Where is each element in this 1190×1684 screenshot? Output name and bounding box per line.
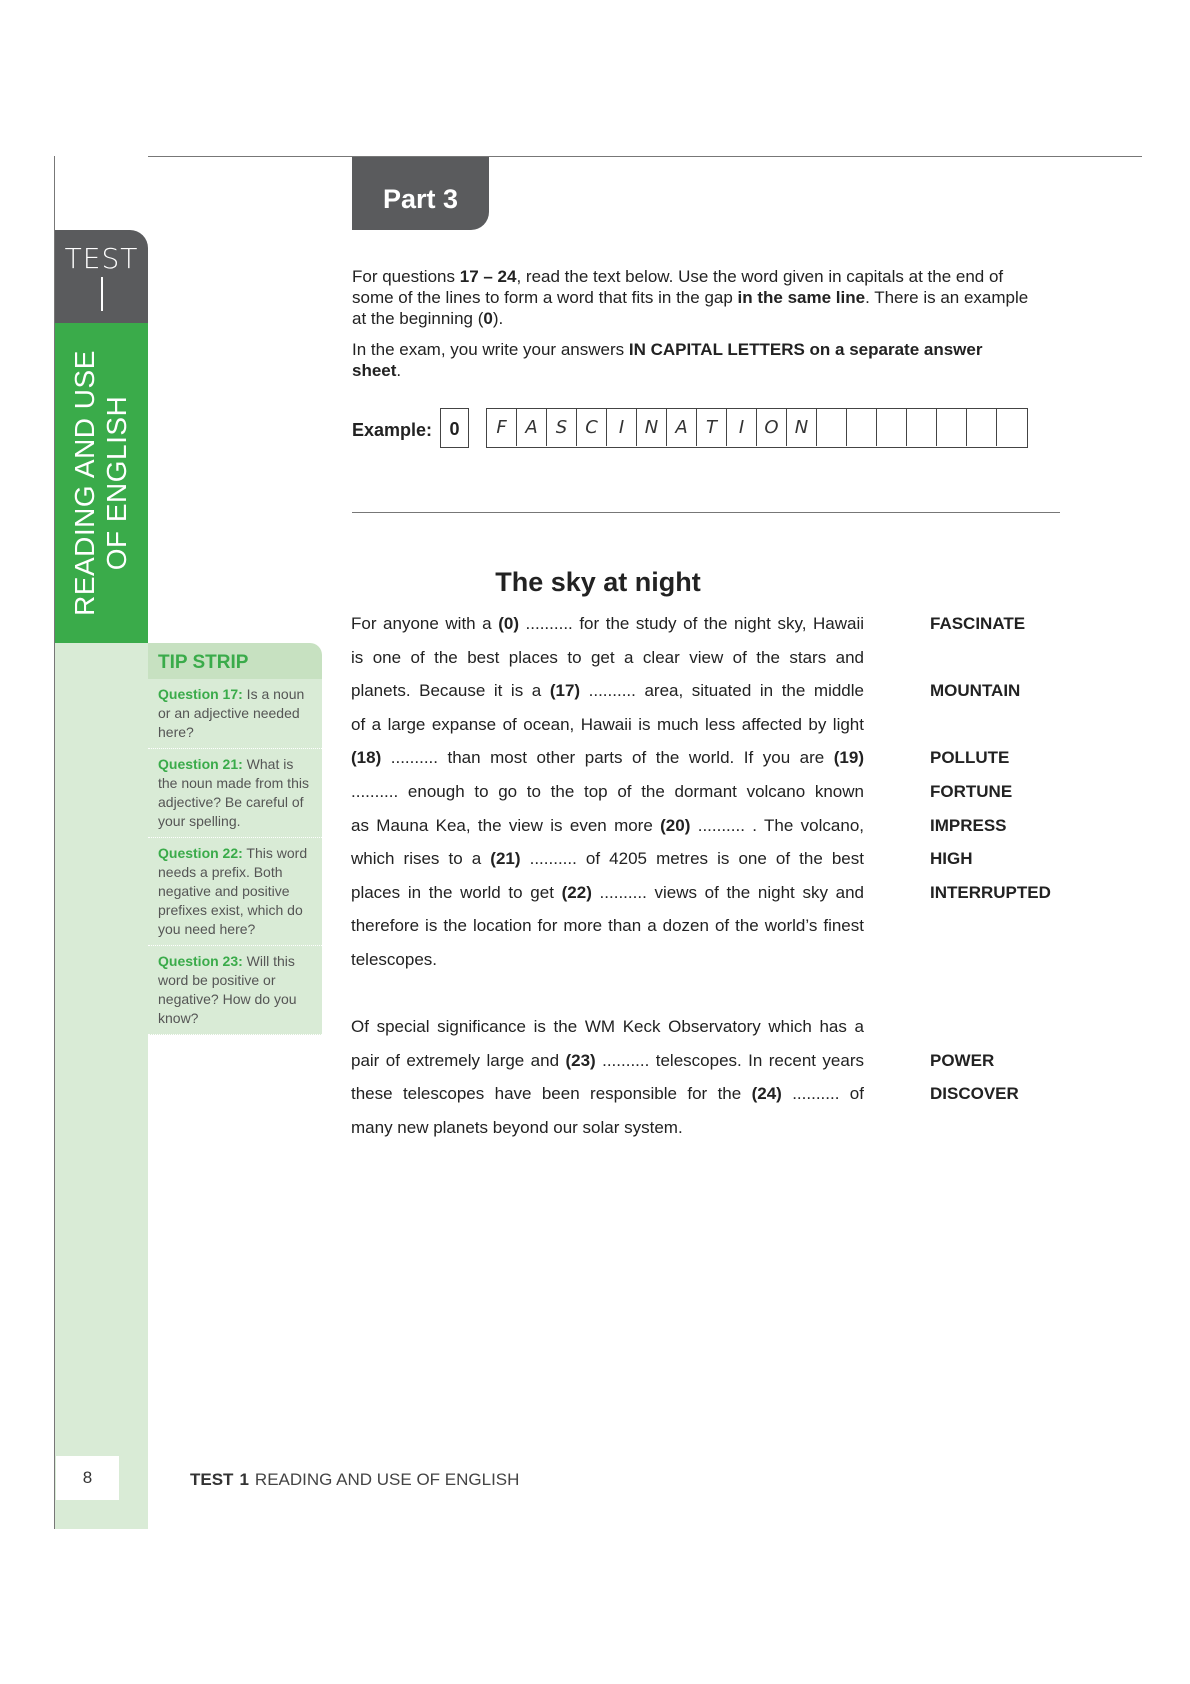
text-run: .......... of xyxy=(781,1084,864,1104)
example-letter-box: I xyxy=(607,409,637,446)
text-title: The sky at night xyxy=(495,567,701,597)
passage-line xyxy=(351,876,864,910)
text-run: .......... for the study of the night sky, Hawaii xyxy=(518,614,864,633)
example-label: Example: xyxy=(352,420,433,440)
passage-line xyxy=(351,1077,864,1111)
test-tab xyxy=(55,230,148,323)
example-letter-box: I xyxy=(727,409,757,446)
text-run: pair of extremely large and xyxy=(351,1050,566,1070)
text-run: Of special significance is the WM Keck Observatory which has a xyxy=(351,1017,864,1037)
section-label-line1: READING AND USE xyxy=(69,350,100,616)
bold-text: (20) xyxy=(660,815,691,835)
example-letter-box xyxy=(907,409,937,446)
text-run: of a large expanse of ocean, Hawaii is much less affected by light xyxy=(351,714,864,734)
bold-text: (0) xyxy=(498,614,519,633)
keyword xyxy=(930,708,1130,742)
keyword: HIGH xyxy=(930,849,973,869)
keyword: DISCOVER xyxy=(930,1084,1019,1104)
bold-text: 0 xyxy=(483,309,493,328)
bold-text: (24) xyxy=(751,1084,782,1104)
text-run: .......... of 4205 metres is one of the best xyxy=(520,849,864,869)
footer-section: READING AND USE OF ENGLISH xyxy=(254,1470,520,1489)
passage-line xyxy=(351,977,864,1011)
text-run: .......... enough to go to the top of the dormant volcano known xyxy=(351,781,864,801)
keyword xyxy=(930,943,1130,977)
example-letter-box xyxy=(967,409,997,446)
tip-question-label: Question 21: xyxy=(158,756,243,772)
example-letter-box: N xyxy=(637,409,667,446)
test-label: TEST xyxy=(64,242,139,275)
test-number-mark xyxy=(101,277,103,311)
instructions-paragraph-1 xyxy=(352,266,1032,329)
passage-line xyxy=(351,741,864,775)
text-run: .......... views of the night sky and xyxy=(591,882,865,902)
tip-question-label: Question 17: xyxy=(158,686,243,702)
tip-text: What is the noun made from this adjective? Be careful of your spelling. xyxy=(158,756,309,829)
passage-line xyxy=(351,641,864,675)
keyword: INTERRUPTED xyxy=(930,882,1051,902)
keyword: MOUNTAIN xyxy=(930,681,1021,701)
passage-line xyxy=(351,809,864,843)
keyword xyxy=(930,641,1130,675)
keyword xyxy=(930,1111,1130,1145)
text-run: . There is an example at the beginning ( xyxy=(352,288,1029,328)
passage-line xyxy=(351,775,864,809)
footer xyxy=(190,1470,519,1490)
section-divider xyxy=(352,512,1060,513)
bold-text: 17 – 24 xyxy=(459,267,517,286)
tip-question-label: Question 22: xyxy=(158,845,243,861)
keyword xyxy=(930,1010,1130,1044)
text-run: which rises to a xyxy=(351,849,491,869)
passage-line xyxy=(351,909,864,943)
section-label xyxy=(69,333,133,633)
example-letter-box: A xyxy=(517,409,547,446)
text-run: , read the text below. Use the word given in capitals at the end of some of the lines to form a word that fits in the gap xyxy=(352,267,1004,307)
bold-text: IN CAPITAL LETTERS on a separate answer sheet xyxy=(352,340,983,380)
keyword: POWER xyxy=(930,1050,995,1070)
page-frame-top xyxy=(54,156,1142,157)
text-run: .......... than most other parts of the world. If you are xyxy=(381,748,834,768)
passage-line xyxy=(351,842,864,876)
bold-text: (21) xyxy=(490,849,521,869)
passage-line xyxy=(351,708,864,742)
text-run: .......... . The volcano, xyxy=(690,815,864,835)
text-run: .......... area, situated in the middle xyxy=(580,681,864,701)
keyword: FASCINATE xyxy=(930,614,1026,633)
text-run: telescopes. xyxy=(351,949,437,969)
tip-item xyxy=(148,749,322,838)
text-run: places in the world to get xyxy=(351,882,562,902)
part-tab: Part 3 xyxy=(352,157,489,230)
keyword xyxy=(930,909,1130,943)
instructions-paragraph-2 xyxy=(352,339,1032,381)
passage-line xyxy=(351,1010,864,1044)
passage-line xyxy=(351,607,864,641)
text-run: .......... telescopes. In recent years xyxy=(595,1050,864,1070)
bold-text: in the same line xyxy=(737,288,866,307)
tip-text: This word needs a prefix. Both negative and positive prefixes exist, which do you need here? xyxy=(158,845,308,937)
example-letter-box xyxy=(817,409,847,446)
bold-text: (18) xyxy=(351,748,382,768)
example-letter-box: N xyxy=(787,409,817,446)
text-run: therefore is the location for more than a dozen of the world’s finest xyxy=(351,916,864,936)
text-run: these telescopes have been responsible for the xyxy=(351,1084,752,1104)
bold-text: (17) xyxy=(549,681,581,701)
tip-text: Will this word be positive or negative? How do you know? xyxy=(158,953,297,1026)
tip-question-label: Question 23: xyxy=(158,953,243,969)
keyword-column xyxy=(930,607,1130,1145)
passage-line xyxy=(351,1111,864,1145)
example-letter-box xyxy=(997,409,1027,446)
text-run: . xyxy=(396,361,402,380)
passage xyxy=(351,607,864,1145)
example-letter-box: S xyxy=(547,409,577,446)
example-number-box: 0 xyxy=(440,408,469,448)
passage-line xyxy=(351,674,864,708)
text-run: planets. Because it is a xyxy=(351,681,550,701)
bold-text: (23) xyxy=(565,1050,596,1070)
section-label-line2: OF ENGLISH xyxy=(101,395,132,571)
text-run: many new planets beyond our solar system. xyxy=(351,1117,683,1137)
text-run: as Mauna Kea, the view is even more xyxy=(351,815,661,835)
page-number: 8 xyxy=(56,1456,119,1500)
example-letter-box: O xyxy=(757,409,787,446)
text-run: For questions xyxy=(352,267,460,286)
example-answer-boxes xyxy=(486,408,1028,448)
example-letter-box: T xyxy=(697,409,727,446)
tip-list xyxy=(148,679,322,1035)
example-letter-box xyxy=(877,409,907,446)
passage-line xyxy=(351,1044,864,1078)
example-letter-box xyxy=(937,409,967,446)
bold-text: (19) xyxy=(833,748,864,768)
tip-strip xyxy=(148,643,322,1035)
passage-line xyxy=(351,943,864,977)
footer-test: TEST xyxy=(190,1470,234,1489)
text-run: is one of the best places to get a clear view of the stars and xyxy=(351,647,864,667)
example-letter-box xyxy=(847,409,877,446)
sidebar-pale-band xyxy=(55,643,148,1529)
keyword: IMPRESS xyxy=(930,815,1007,835)
footer-separator: 1 xyxy=(239,1470,249,1489)
tip-item xyxy=(148,946,322,1035)
keyword: POLLUTE xyxy=(930,748,1010,768)
text-run: For anyone with a xyxy=(351,614,499,633)
tip-item xyxy=(148,679,322,749)
keyword: FORTUNE xyxy=(930,781,1013,801)
example-letter-box: C xyxy=(577,409,607,446)
example-letter-box: F xyxy=(487,409,517,446)
bold-text: (22) xyxy=(561,882,592,902)
text-run: ). xyxy=(492,309,504,328)
tip-item xyxy=(148,838,322,946)
text-run: In the exam, you write your answers xyxy=(352,340,629,359)
tip-text: Is a noun or an adjective needed here? xyxy=(158,686,305,740)
example-letter-box: A xyxy=(667,409,697,446)
tip-strip-title: TIP STRIP xyxy=(148,643,322,679)
keyword xyxy=(930,977,1130,1011)
